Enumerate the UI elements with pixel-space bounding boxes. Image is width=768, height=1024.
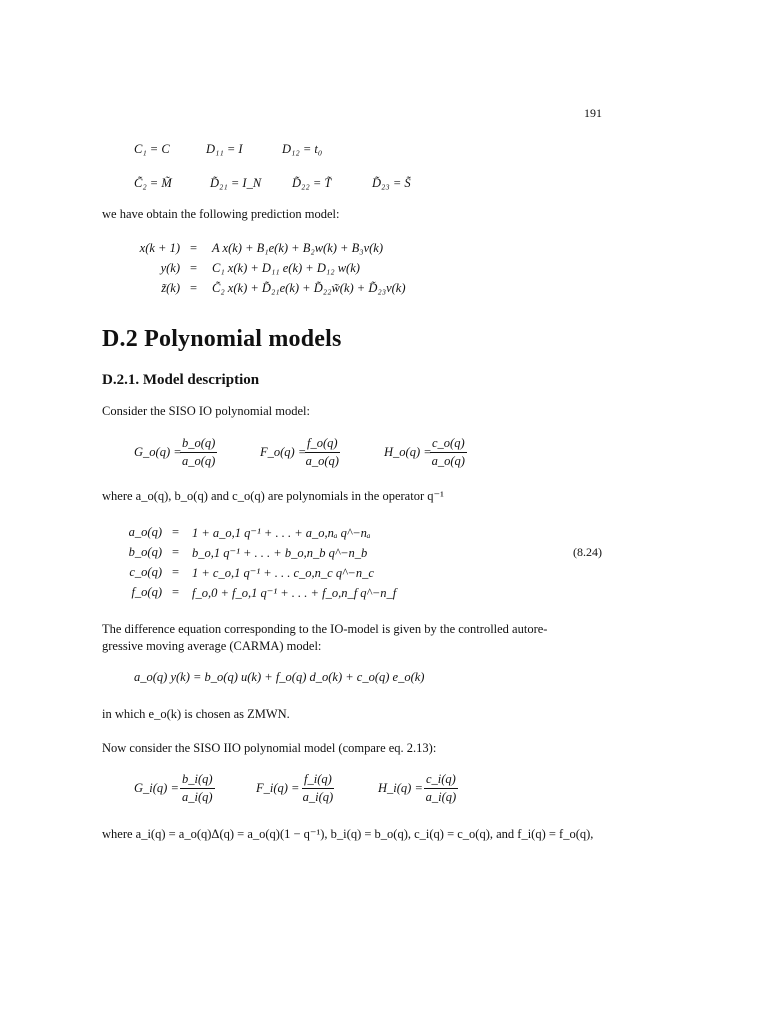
poly-rhs-c: 1 + c_o,1 q⁻¹ + . . . c_o,n_c q^−n_c bbox=[192, 566, 374, 580]
fo-denominator: a_o(q) bbox=[305, 454, 339, 468]
consider-iio-text: Now consider the SISO IIO polynomial model (compare eq. 2.13): bbox=[102, 741, 437, 755]
pred-eq-3: = bbox=[190, 281, 198, 295]
gi-numerator: b_i(q) bbox=[180, 772, 215, 789]
polynomials-intro-text: where a_o(q), b_o(q) and c_o(q) are polynomials in the operator q⁻¹ bbox=[102, 489, 444, 503]
fi-numerator: f_i(q) bbox=[302, 772, 334, 789]
hi-lhs: H_i(q) = bbox=[378, 781, 423, 795]
carma-equation: a_o(q) y(k) = b_o(q) u(k) + f_o(q) d_o(k) + c_o(q) e_o(k) bbox=[134, 670, 425, 684]
pred-eq-1: = bbox=[190, 241, 198, 255]
pred-lhs-1: x(k + 1) bbox=[139, 241, 180, 255]
fi-lhs: F_i(q) = bbox=[256, 781, 300, 795]
prediction-intro-text: we have obtain the following prediction model: bbox=[102, 207, 340, 221]
consider-io-text: Consider the SISO IO polynomial model: bbox=[102, 404, 310, 418]
poly-rhs-a: 1 + a_o,1 q⁻¹ + . . . + a_o,nₐ q^−nₐ bbox=[192, 526, 371, 540]
poly-eq-c: = bbox=[172, 565, 180, 579]
zmwn-text: in which e_o(k) is chosen as ZMWN. bbox=[102, 707, 290, 721]
fi-denominator: a_i(q) bbox=[302, 790, 334, 804]
ho-fraction bbox=[430, 436, 467, 469]
poly-lhs-c: c_o(q) bbox=[129, 565, 162, 579]
fi-fraction bbox=[302, 772, 334, 805]
def-d22: D̃₂₂ = T̃ bbox=[292, 176, 332, 190]
hi-denominator: a_i(q) bbox=[425, 790, 457, 804]
ho-denominator: a_o(q) bbox=[431, 454, 465, 468]
hi-fraction bbox=[424, 772, 458, 805]
pred-rhs-2: C₁ x(k) + D₁₁ e(k) + D₁₂ w(k) bbox=[212, 261, 360, 275]
pred-lhs-2: y(k) bbox=[160, 261, 180, 275]
gi-lhs: G_i(q) = bbox=[134, 781, 179, 795]
gi-fraction bbox=[180, 772, 215, 805]
ho-lhs: H_o(q) = bbox=[384, 445, 432, 459]
hi-numerator: c_i(q) bbox=[424, 772, 458, 789]
final-where-text: where a_i(q) = a_o(q)Δ(q) = a_o(q)(1 − q⁻¹), b_i(q) = b_o(q), c_i(q) = c_o(q), and f_i(q) = f_o(q), bbox=[102, 827, 594, 841]
subsection-heading: D.2.1. Model description bbox=[102, 372, 260, 388]
poly-rhs-b: b_o,1 q⁻¹ + . . . + b_o,n_b q^−n_b bbox=[192, 546, 368, 560]
ho-numerator: c_o(q) bbox=[430, 436, 467, 453]
poly-lhs-b: b_o(q) bbox=[128, 545, 162, 559]
fo-fraction bbox=[305, 436, 340, 469]
def-c1: C₁ = C bbox=[134, 142, 170, 156]
go-fraction bbox=[180, 436, 217, 469]
pred-rhs-1: A x(k) + B₁e(k) + B₂w(k) + B₃v(k) bbox=[212, 241, 384, 255]
fo-lhs: F_o(q) = bbox=[260, 445, 307, 459]
go-numerator: b_o(q) bbox=[180, 436, 217, 453]
def-d23: D̃₂₃ = S̃ bbox=[372, 176, 411, 190]
poly-rhs-f: f_o,0 + f_o,1 q⁻¹ + . . . + f_o,n_f q^−n_f bbox=[192, 586, 397, 600]
pred-rhs-3: C̃₂ x(k) + D̃₂₁e(k) + D̃₂₂w̃(k) + D̃₂₃v(k) bbox=[212, 281, 406, 295]
poly-eq-a: = bbox=[172, 525, 180, 539]
go-lhs: G_o(q) = bbox=[134, 445, 182, 459]
poly-eq-b: = bbox=[172, 545, 180, 559]
page-number: 191 bbox=[584, 106, 602, 120]
difference-text-line2: gressive moving average (CARMA) model: bbox=[102, 639, 322, 653]
def-d11: D₁₁ = I bbox=[206, 142, 243, 156]
difference-text-line1: The difference equation corresponding to the IO-model is given by the controlled autore- bbox=[102, 622, 548, 636]
poly-eq-f: = bbox=[172, 585, 180, 599]
poly-lhs-f: f_o(q) bbox=[131, 585, 162, 599]
fo-numerator: f_o(q) bbox=[305, 436, 340, 453]
pred-eq-2: = bbox=[190, 261, 198, 275]
def-c2: C̃₂ = M̃ bbox=[134, 176, 172, 190]
gi-denominator: a_i(q) bbox=[182, 790, 213, 804]
def-d21: D̃₂₁ = I_N bbox=[210, 176, 262, 190]
pred-lhs-3: z̃(k) bbox=[161, 281, 180, 295]
def-d12: D₁₂ = t₀ bbox=[282, 142, 323, 156]
go-denominator: a_o(q) bbox=[182, 454, 216, 468]
poly-lhs-a: a_o(q) bbox=[128, 525, 162, 539]
section-heading: D.2 Polynomial models bbox=[102, 326, 342, 352]
equation-label: (8.24) bbox=[573, 545, 602, 559]
